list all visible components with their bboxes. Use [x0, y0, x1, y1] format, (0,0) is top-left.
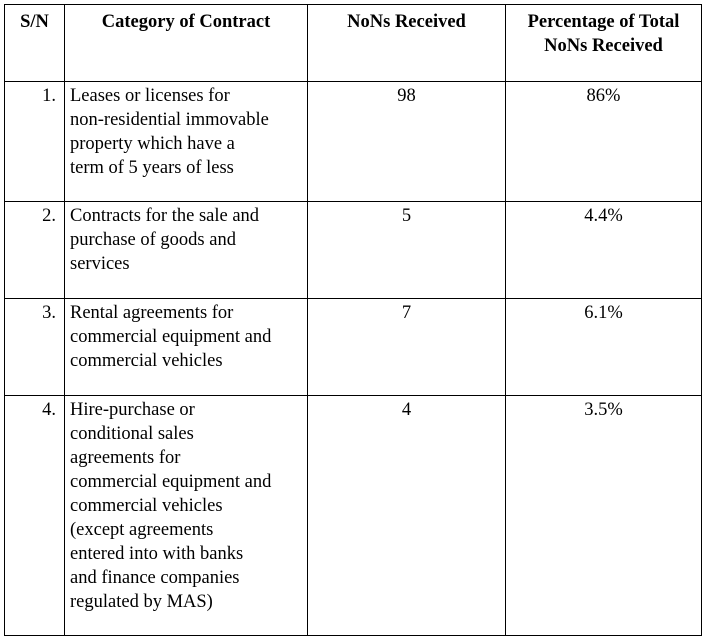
header-percentage-line2: NoNs Received [544, 36, 663, 56]
row-percentage: 3.5% [506, 396, 702, 636]
row-received: 98 [308, 82, 506, 202]
category-line: property which have a [70, 134, 235, 154]
header-sn: S/N [5, 5, 65, 82]
row-percentage: 6.1% [506, 299, 702, 396]
category-line: purchase of goods and [70, 230, 236, 250]
table-row [5, 202, 702, 299]
row-sn: 3. [5, 299, 65, 396]
row-category [65, 202, 308, 299]
category-line: entered into with banks [70, 544, 244, 564]
category-line: services [70, 254, 130, 274]
table-row [5, 396, 702, 636]
table-row [5, 299, 702, 396]
table-body [5, 82, 702, 636]
nons-table [4, 4, 702, 636]
row-received: 7 [308, 299, 506, 396]
category-line: term of 5 years of less [70, 158, 234, 178]
table-row [5, 82, 702, 202]
category-line: commercial vehicles [70, 351, 223, 371]
header-category: Category of Contract [65, 5, 308, 82]
header-percentage [506, 5, 702, 82]
row-category [65, 299, 308, 396]
category-line: commercial vehicles [70, 496, 223, 516]
category-line: conditional sales [70, 424, 194, 444]
row-sn: 2. [5, 202, 65, 299]
category-line: non-residential immovable [70, 110, 269, 130]
row-received: 4 [308, 396, 506, 636]
header-percentage-line1: Percentage of Total [527, 12, 680, 32]
row-received: 5 [308, 202, 506, 299]
category-line: and finance companies [70, 568, 240, 588]
category-line: Rental agreements for [70, 303, 234, 323]
table-header [5, 5, 702, 82]
row-percentage: 4.4% [506, 202, 702, 299]
category-line: commercial equipment and [70, 472, 272, 492]
row-percentage: 86% [506, 82, 702, 202]
header-row [5, 5, 702, 82]
category-line: (except agreements [70, 520, 214, 540]
row-sn: 1. [5, 82, 65, 202]
category-line: Leases or licenses for [70, 86, 230, 106]
category-line: agreements for [70, 448, 181, 468]
row-sn: 4. [5, 396, 65, 636]
category-line: Hire-purchase or [70, 400, 195, 420]
header-received: NoNs Received [308, 5, 506, 82]
row-category [65, 396, 308, 636]
category-line: Contracts for the sale and [70, 206, 260, 226]
category-line: commercial equipment and [70, 327, 272, 347]
row-category [65, 82, 308, 202]
category-line: regulated by MAS) [70, 592, 213, 612]
